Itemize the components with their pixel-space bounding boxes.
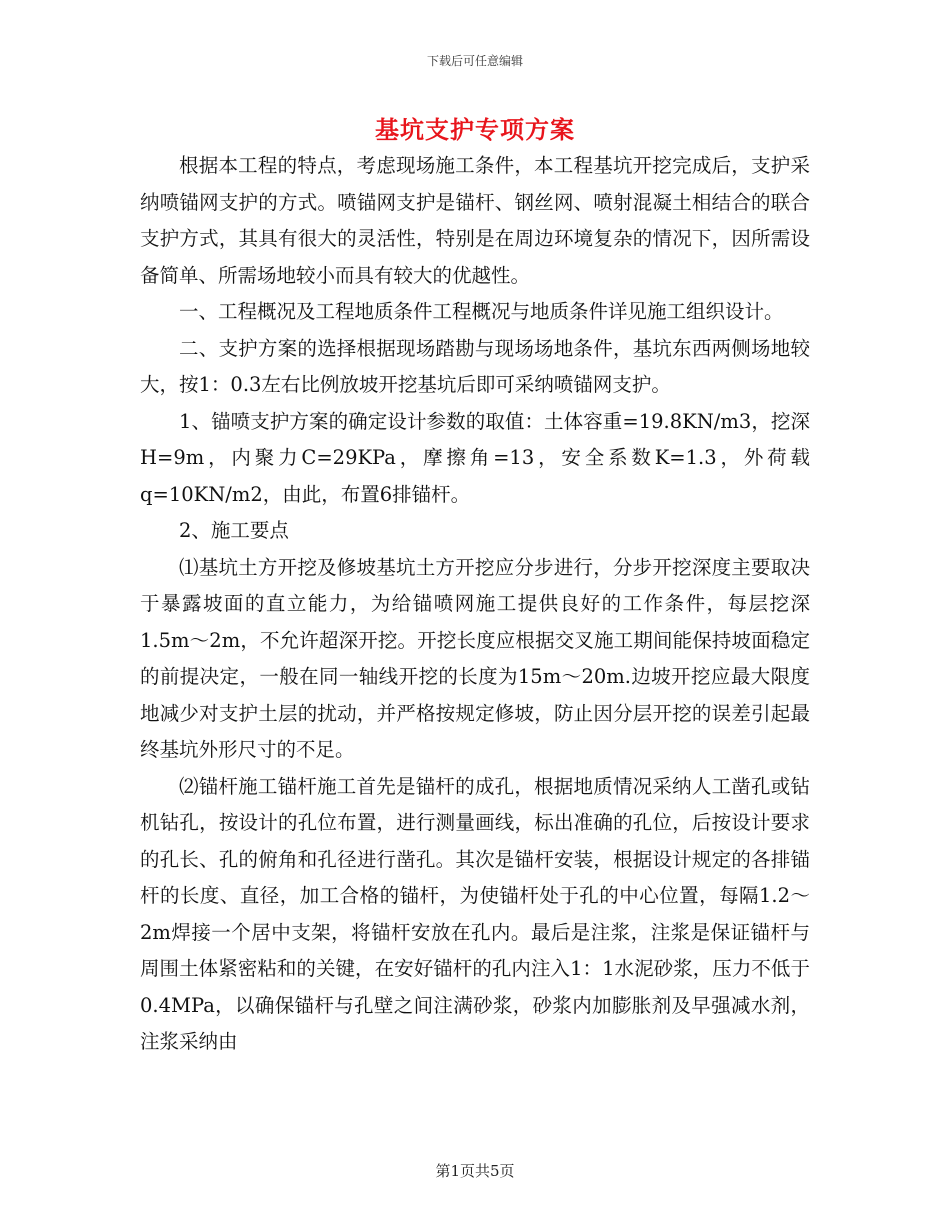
paragraph-anchor-construction: ⑵锚杆施工锚杆施工首先是锚杆的成孔，根据地质情况采纳人工凿孔或钻机钻孔，按设计的孔位布置，进行测量画线，标出准确的孔位，后按设计要求的孔长、孔的俯角和孔径进行凿孔。其次是锚杆安装，根据设计规定的各排锚杆的长度、直径，加工合格的锚杆，为使锚杆处于孔的中心位置，每隔1.2～2m焊接一个居中支架，将锚杆安放在孔内。最后是注浆，注浆是保证锚杆与周围土体紧密粘和的关键，在安好锚杆的孔内注入1：1水泥砂浆，压力不低于0.4MPa，以确保锚杆与孔壁之间注满砂浆，砂浆内加膨胀剂及早强减水剂，注浆采纳由: [140, 774, 810, 1053]
paragraph-section-1: 一、工程概况及工程地质条件工程概况与地质条件详见施工组织设计。: [179, 300, 784, 323]
paragraph-construction-points-heading: 2、施工要点: [179, 519, 289, 542]
document-body: [140, 148, 810, 1061]
page-number: 第1页共5页: [435, 1162, 515, 1180]
paragraph-intro: 根据本工程的特点，考虑现场施工条件，本工程基坑开挖完成后，支护采纳喷锚网支护的方式。喷锚网支护是锚杆、钢丝网、喷射混凝土相结合的联合支护方式，其具有很大的灵活性，特别是在周边环境复杂的情况下，因所需设备简单、所需场地较小而具有较大的优越性。: [140, 154, 810, 287]
paragraph-excavation: ⑴基坑土方开挖及修坡基坑土方开挖应分步进行，分步开挖深度主要取决于暴露坡面的直立能力，为给锚喷网施工提供良好的工作条件，每层挖深1.5m～2m，不允许超深开挖。开挖长度应根据交叉施工期间能保持坡面稳定的前提决定，一般在同一轴线开挖的长度为15m～20m.边坡开挖应最大限度地减少对支护土层的扰动，并严格按规定修坡，防止因分层开挖的误差引起最终基坑外形尺寸的不足。: [140, 555, 810, 761]
document-title: 基坑支护专项方案: [375, 115, 575, 144]
page-header-note: 下载后可任意编辑: [426, 54, 523, 68]
paragraph-design-parameters: 1、锚喷支护方案的确定设计参数的取值：土体容重=19.8KN/m3，挖深H=9m，内聚力C=29KPa，摩擦角=13，安全系数K=1.3，外荷载q=10KN/m2，由此，布置6排锚杆。: [140, 409, 810, 506]
paragraph-section-2: 二、支护方案的选择根据现场踏勘与现场场地条件，基坑东西两侧场地较大，按1：0.3左右比例放坡开挖基坑后即可采纳喷锚网支护。: [140, 336, 810, 396]
